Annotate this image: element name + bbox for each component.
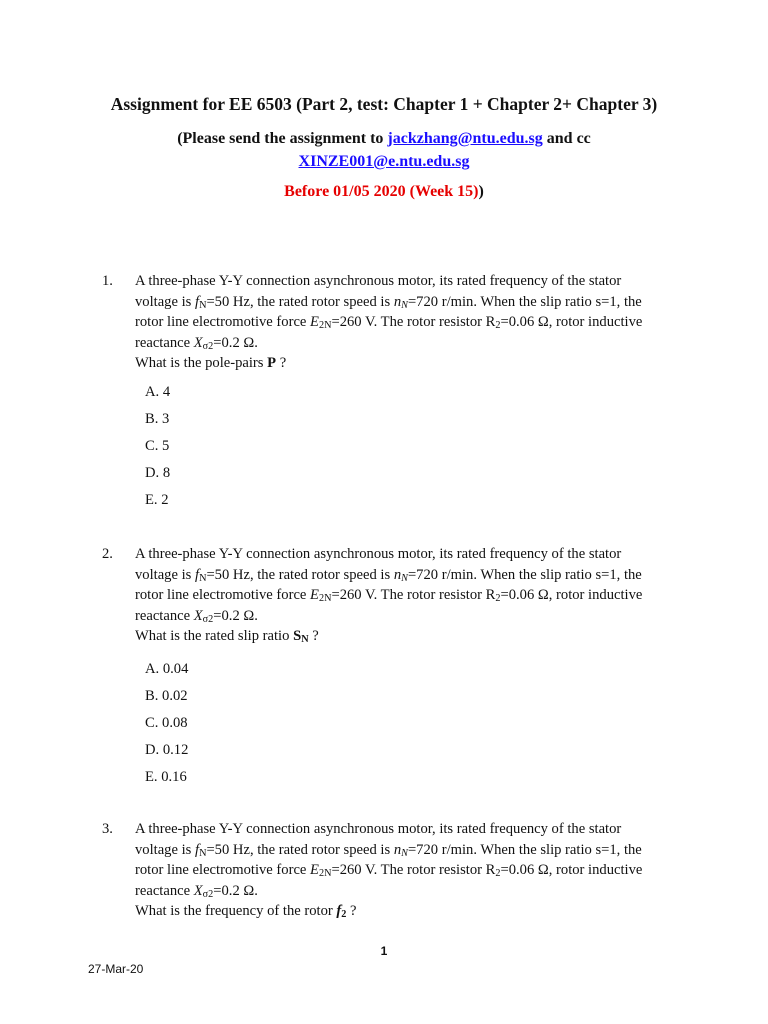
question-number: 1. (102, 273, 113, 289)
option[interactable]: A. 4 (145, 384, 171, 400)
option[interactable]: A. 0.04 (145, 661, 189, 677)
deadline-suffix: ) (478, 183, 484, 200)
question-text: A three-phase Y-Y connection asynchronous motor, its rated frequency of the stator voltage is $f_N=50$ Hz, the rated rotor speed is $n_N=720$ r/min. When the slip ratio s=1, the rotor line electromotive force $E_{2N}=260$ V. The rotor resistor $R_2=0.06$ Ω, rotor inductive reactance $X_{\sigma 2}=0.2$ Ω. What is the pole-pairs P ? (135, 271, 682, 374)
option[interactable]: D. 0.12 (145, 742, 189, 758)
submission-instruction (0, 130, 768, 148)
email-link-primary[interactable]: jackzhang@ntu.edu.sg (387, 130, 543, 147)
question-text: A three-phase Y-Y connection asynchronous motor, its rated frequency of the stator voltage is $f_N=50$ Hz, the rated rotor speed is $n_N=720$ r/min. When the slip ratio s=1, the rotor line electromotive force $E_{2N}=260$ V. The rotor resistor $R_2=0.06$ Ω, rotor inductive reactance $X_{\sigma 2}=0.2$ Ω. What is the rated slip ratio $S_N$ ? (135, 544, 682, 647)
option[interactable]: E. 0.16 (145, 769, 187, 785)
deadline-text: Before 01/05 2020 (Week 15) (284, 183, 479, 200)
question-1 (102, 271, 682, 374)
deadline (0, 183, 768, 201)
option[interactable]: E. 2 (145, 492, 169, 508)
option[interactable]: D. 8 (145, 465, 171, 481)
question-prompt: What is the rated slip ratio $S_N$ ? (135, 628, 319, 645)
option[interactable]: C. 5 (145, 438, 170, 454)
page-title: Assignment for EE 6503 (Part 2, test: Chapter 1 + Chapter 2+ Chapter 3) (110, 94, 658, 114)
question-text: A three-phase Y-Y connection asynchronous motor, its rated frequency of the stator voltage is $f_N=50$ Hz, the rated rotor speed is $n_N=720$ r/min. When the slip ratio s=1, the rotor line electromotive force $E_{2N}=260$ V. The rotor resistor $R_2=0.06$ Ω, rotor inductive reactance $X_{\sigma 2}=0.2$ Ω. What is the frequency of the rotor $f_2$ ? (135, 819, 682, 922)
options-q1 (145, 382, 170, 517)
question-number: 3. (102, 821, 113, 837)
instruction-prefix: (Please send the assignment to (177, 130, 388, 147)
footer-date: 27-Mar-20 (88, 962, 144, 976)
option[interactable]: B. 3 (145, 411, 170, 427)
instruction-mid: and cc (542, 130, 591, 147)
question-number: 2. (102, 546, 113, 562)
option[interactable]: B. 0.02 (145, 688, 188, 704)
question-prompt: What is the pole-pairs P ? (135, 355, 287, 371)
question-2 (102, 544, 682, 647)
cc-line (0, 153, 768, 171)
option[interactable]: C. 0.08 (145, 715, 188, 731)
question-prompt: What is the frequency of the rotor $f_2$ ? (135, 903, 357, 920)
options-q2 (145, 659, 188, 794)
email-link-cc[interactable]: XINZE001@e.ntu.edu.sg (298, 153, 470, 170)
question-3 (102, 819, 682, 922)
page-number: 1 (380, 944, 388, 958)
